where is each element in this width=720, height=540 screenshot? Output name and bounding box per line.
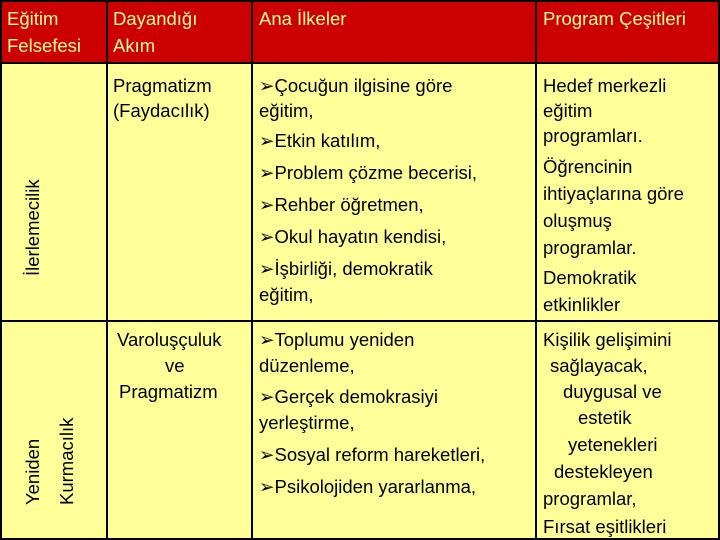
row2-philosophy-line1: Yeniden xyxy=(22,438,43,505)
list-item-cont: eğitim, xyxy=(259,100,314,121)
program-line: eğitim xyxy=(543,100,593,121)
program-line: Öğrencinin xyxy=(543,156,633,177)
list-item: ➢ Problem çözme becerisi, xyxy=(259,160,477,186)
program-line: oluşmuş xyxy=(543,210,612,231)
row2-movement-line2: ve xyxy=(165,355,185,376)
program-line: programlar. xyxy=(543,237,637,258)
header-col4: Program Çeşitleri xyxy=(543,8,686,29)
program-line: ihtiyaçlarına göre xyxy=(543,183,684,204)
list-item-cont: yerleştirme, xyxy=(259,412,355,433)
program-line: programları. xyxy=(543,125,643,146)
list-item: ➢ Çocuğun ilgisine göre xyxy=(259,73,452,99)
grid-line xyxy=(251,0,253,540)
program-line: estetik xyxy=(578,407,632,428)
program-line: Kişilik gelişimini xyxy=(543,329,672,350)
program-line: etkinlikler xyxy=(543,294,621,315)
program-line: Demokratik xyxy=(543,267,637,288)
grid-line xyxy=(0,0,720,2)
list-item: ➢ Rehber öğretmen, xyxy=(259,192,424,218)
program-line: Hedef merkezli xyxy=(543,75,667,96)
grid-line xyxy=(106,0,108,540)
row2-movement-line3: Pragmatizm xyxy=(119,381,218,402)
list-item: ➢ Psikolojiden yararlanma, xyxy=(259,474,476,500)
header-col2-line2: Akım xyxy=(113,35,156,56)
header-col1-line1: Eğitim xyxy=(7,8,59,29)
row1-movement-line2: (Faydacılık) xyxy=(113,100,210,121)
list-item: ➢ Toplumu yeniden xyxy=(259,327,414,353)
program-line: programlar, xyxy=(543,488,637,509)
list-item: ➢ İşbirliği, demokratik xyxy=(259,256,433,282)
row1-movement-line1: Pragmatizm xyxy=(113,75,212,96)
row2-movement-line1: Varoluşçuluk xyxy=(117,329,222,350)
list-item: ➢ Okul hayatın kendisi, xyxy=(259,224,446,250)
program-line: Fırsat eşitlikleri xyxy=(543,516,667,537)
program-line: destekleyen xyxy=(554,461,653,482)
list-item-cont: eğitim, xyxy=(259,284,314,305)
grid-line xyxy=(535,0,537,540)
program-line: duygusal ve xyxy=(563,381,662,402)
list-item-cont: düzenleme, xyxy=(259,355,355,376)
grid-line xyxy=(0,320,720,322)
program-line: sağlayacak, xyxy=(550,355,648,376)
program-line: yetenekleri xyxy=(568,434,658,455)
list-item: ➢ Gerçek demokrasiyi xyxy=(259,384,438,410)
grid-line xyxy=(0,62,720,64)
header-col1-line2: Felsefesi xyxy=(7,35,82,56)
row2-philosophy-line2: Kurmacılık xyxy=(56,417,77,505)
row1-philosophy: İlerlemecilik xyxy=(22,179,43,276)
list-item: ➢ Sosyal reform hareketleri, xyxy=(259,442,485,468)
header-col3: Ana İlkeler xyxy=(259,8,347,29)
header-col2-line1: Dayandığı xyxy=(113,8,198,29)
list-item: ➢ Etkin katılım, xyxy=(259,128,380,154)
grid-line xyxy=(0,0,2,540)
